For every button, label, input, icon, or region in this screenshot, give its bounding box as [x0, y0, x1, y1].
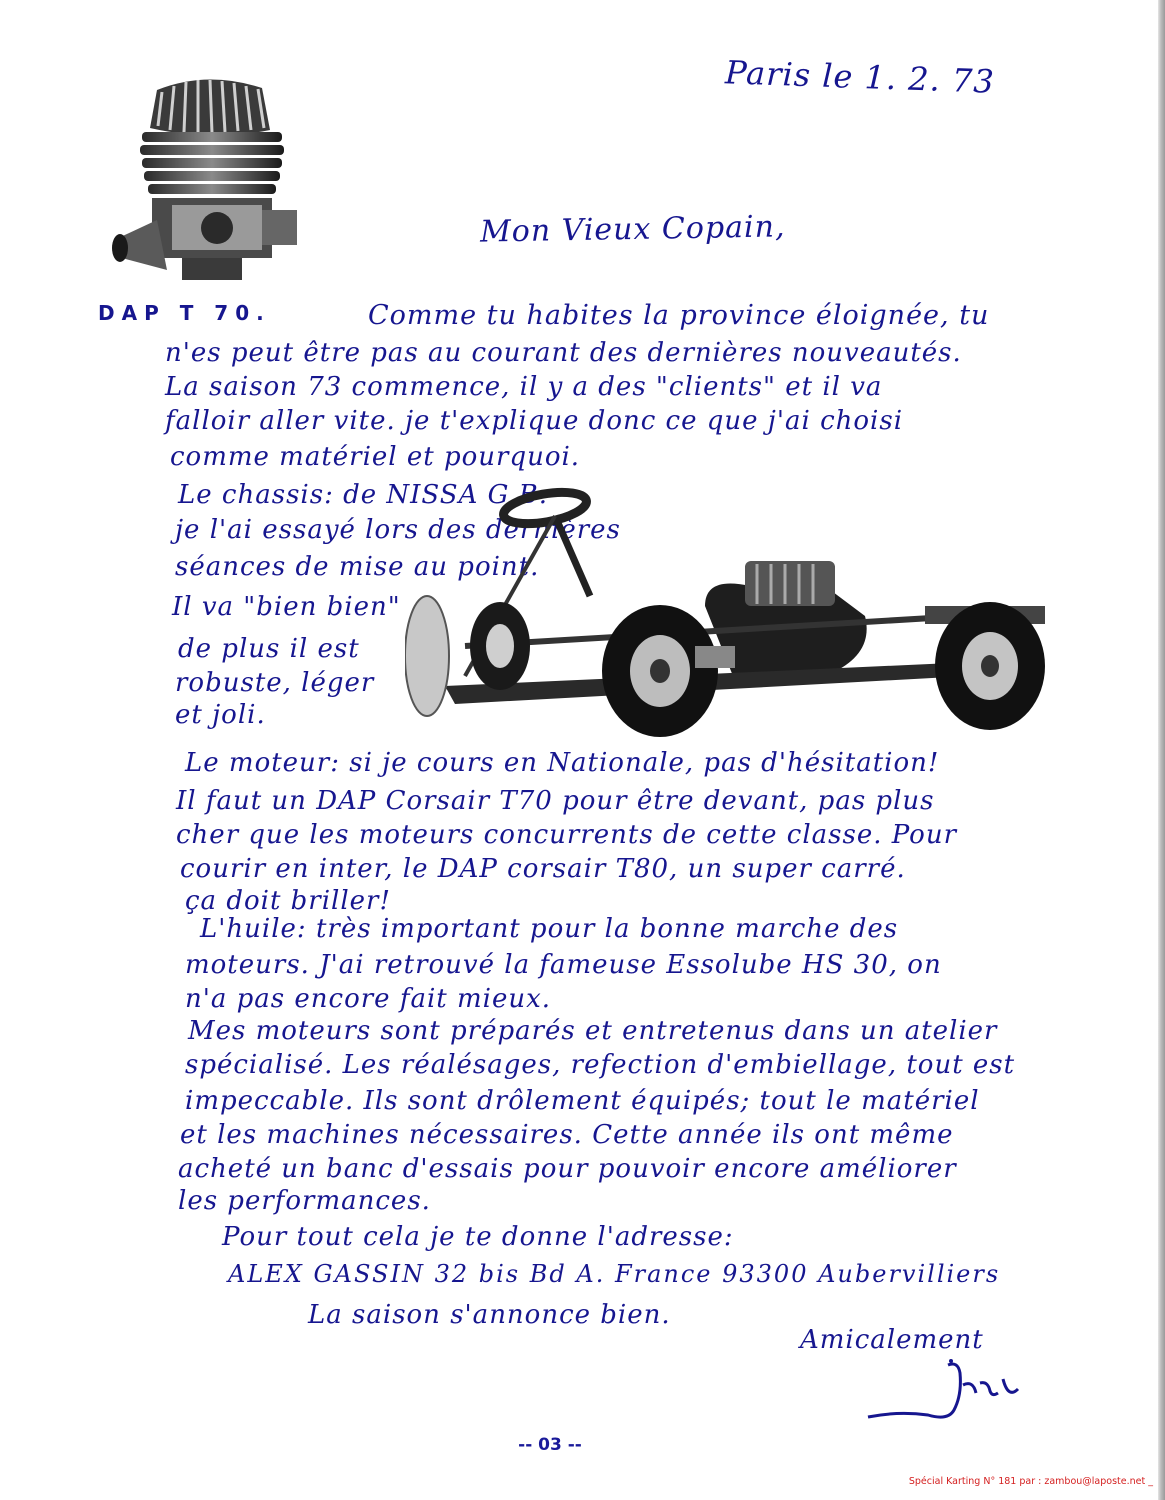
atelier-line: Mes moteurs sont préparés et entretenus dans un atelier — [188, 1016, 998, 1046]
salutation: Mon Vieux Copain, — [479, 209, 786, 250]
atelier-line: spécialisé. Les réalésages, refection d'embiellage, tout est — [185, 1050, 1016, 1080]
chassis-line: séances de mise au point. — [175, 552, 540, 582]
atelier-line: impeccable. Ils sont drôlement équipés; tout le matériel — [185, 1086, 980, 1116]
address-intro: Pour tout cela je te donne l'adresse: — [222, 1222, 734, 1252]
paragraph-line: n'es peut être pas au courant des dernières nouveautés. — [165, 338, 962, 368]
engine-label: DAP T 70. — [98, 301, 271, 325]
paragraph-line: Comme tu habites la province éloignée, tu — [368, 300, 990, 331]
paragraph-line: falloir aller vite. je t'explique donc ce que j'ai choisi — [165, 406, 904, 436]
chassis-line: et joli. — [175, 700, 266, 730]
footer-credit: Spécial Karting N° 181 par : zambou@laposte.net _ — [908, 1476, 1153, 1487]
chassis-line: Il va "bien bien" — [172, 592, 401, 622]
closing-line: La saison s'annonce bien. — [308, 1300, 671, 1330]
atelier-line: les performances. — [178, 1186, 431, 1216]
atelier-line: acheté un banc d'essais pour pouvoir encore améliorer — [178, 1154, 957, 1184]
moteur-line: courir en inter, le DAP corsair T80, un super carré. — [180, 854, 906, 884]
paragraph-line: comme matériel et pourquoi. — [170, 442, 581, 472]
paragraph-line: La saison 73 commence, il y a des "clients" et il va — [165, 372, 883, 402]
address: ALEX GASSIN 32 bis Bd A. France 93300 Aubervilliers — [228, 1260, 1001, 1288]
atelier-line: et les machines nécessaires. Cette année ils ont même — [180, 1120, 954, 1150]
moteur-line: ça doit briller! — [185, 886, 391, 916]
moteur-line: cher que les moteurs concurrents de cette classe. Pour — [176, 820, 958, 850]
moteur-line: Il faut un DAP Corsair T70 pour être devant, pas plus — [176, 786, 935, 816]
page-edge — [1158, 0, 1165, 1500]
huile-line: L'huile: très important pour la bonne marche des — [200, 914, 899, 944]
amicalement: Amicalement — [800, 1325, 984, 1355]
chassis-line: robuste, léger — [175, 668, 375, 698]
engine-illustration — [112, 70, 302, 285]
letter-date: Paris le 1. 2. 73 — [724, 53, 996, 101]
moteur-line: Le moteur: si je cours en Nationale, pas d'hésitation! — [185, 748, 940, 778]
signature — [858, 1355, 1028, 1435]
kart-photo — [405, 476, 1065, 746]
chassis-line: je l'ai essayé lors des dernières — [175, 515, 621, 545]
huile-line: moteurs. J'ai retrouvé la fameuse Essolube HS 30, on — [185, 950, 942, 980]
chassis-line: de plus il est — [178, 634, 360, 664]
chassis-line: Le chassis: de NISSA G B. — [178, 480, 549, 510]
huile-line: n'a pas encore fait mieux. — [185, 984, 552, 1014]
page-number: -- 03 -- — [518, 1435, 582, 1455]
